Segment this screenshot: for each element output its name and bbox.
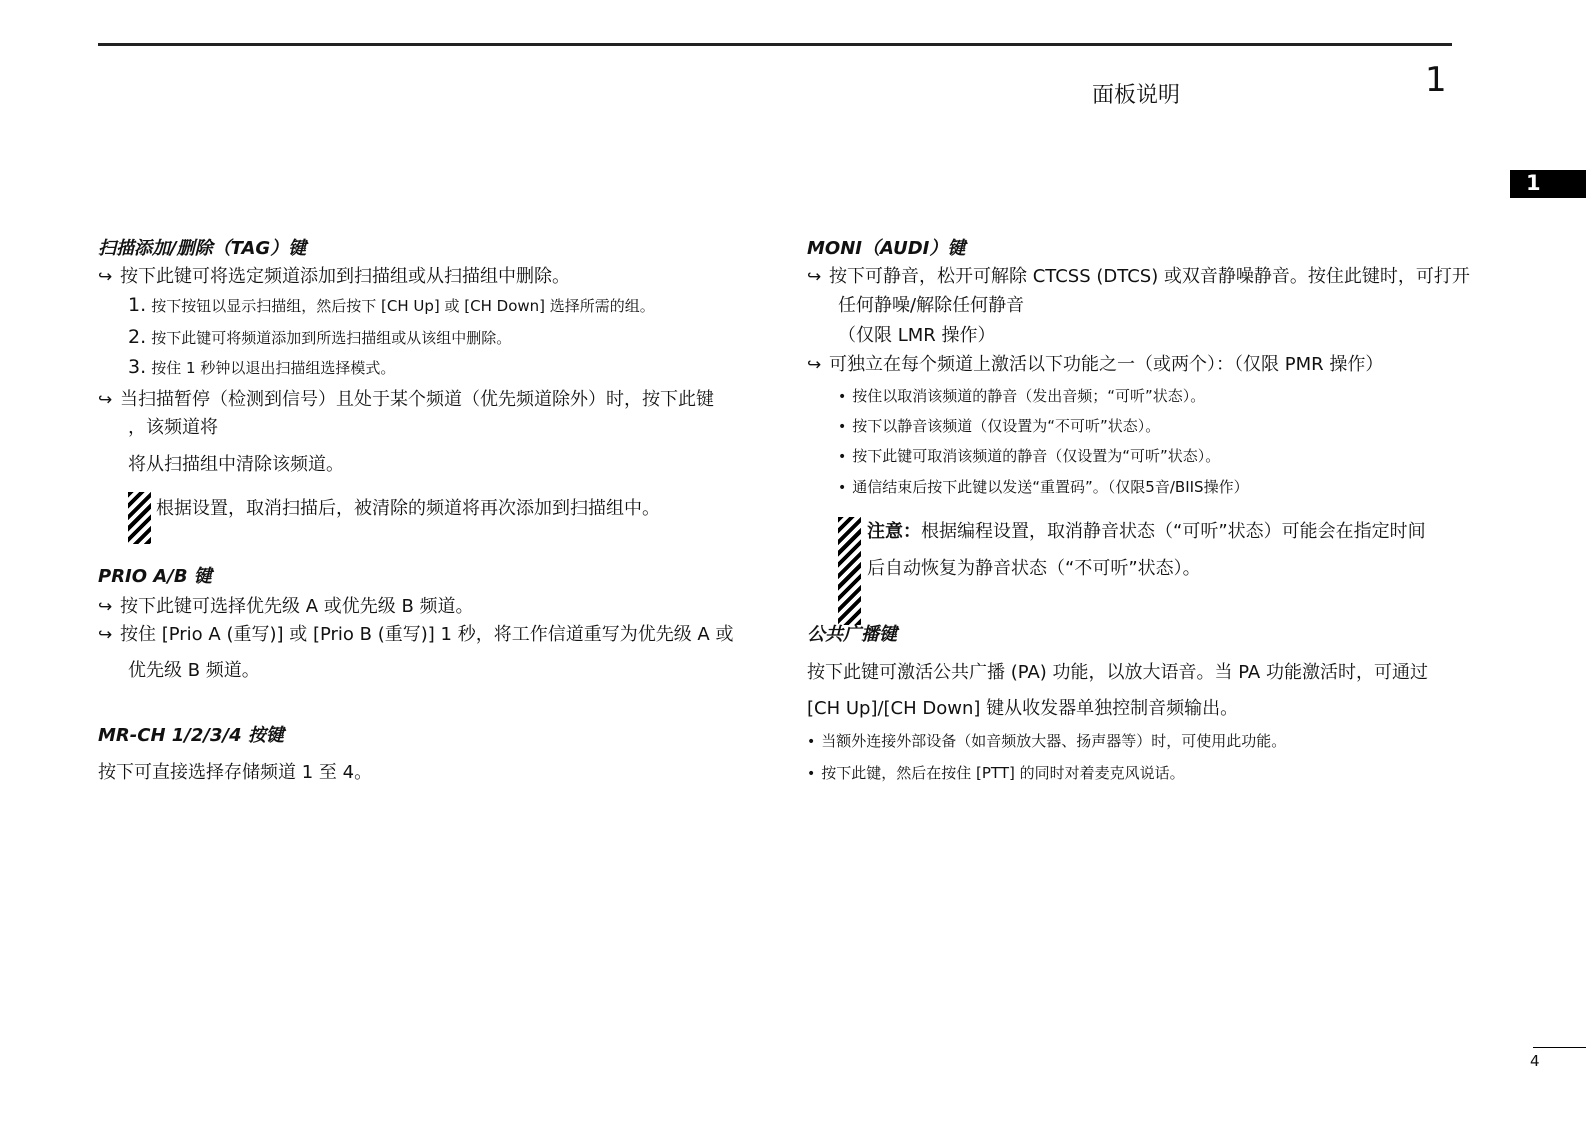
moni-note-line-2: 后自动恢复为静音状态（“不可听”状态）。 [867,558,1201,579]
note-hatch-icon [128,492,151,544]
prio-key-heading: PRIO A/B 键 [98,566,212,587]
note-label: 注意： [867,521,921,542]
chapter-side-tab [1510,170,1586,198]
tag-pause-line-2: ，该频道将 [128,417,218,438]
moni-note-line-1: 注意：根据编程设置，取消静音状态（“可听”状态）可能会在指定时间 [867,521,1426,542]
tag-pause-line-1: ↪ 当扫描暂停（检测到信号）且处于某个频道（优先频道除外）时，按下此键 [98,389,714,410]
tag-key-heading: 扫描添加/删除（TAG）键 [98,238,307,259]
section-title: 面板说明 [1092,83,1181,108]
moni-bullet-3: • 按下此键可取消该频道的静音（仅设置为“可听”状态）。 [838,447,1221,465]
tag-step-3: 3. 按住 1 秒钟以退出扫描组选择模式。 [128,356,396,378]
moni-line-2: 任何静噪/解除任何静音 [838,295,1025,316]
bullet-icon: • [838,419,847,435]
tag-note: 根据设置，取消扫描后，被清除的频道将再次添加到扫描组中。 [156,498,660,519]
side-tab-label: 1 [1526,171,1541,195]
prio-line-2: ↪ 按住 [Prio A (重写)] 或 [Prio B (重写)] 1 秒，将工作信道重写为优先级 A 或 [98,624,734,645]
arrow-icon: ↪ [98,597,113,617]
bullet-icon: • [838,480,847,496]
top-rule [98,43,1452,46]
moni-bullet-1: • 按住以取消该频道的静音（发出音频；“可听”状态）。 [838,387,1206,405]
pa-key-heading: 公共广播键 [807,624,897,645]
moni-bullet-4: • 通信结束后按下此键以发送“重置码”。（仅限5音/BIIS操作） [838,478,1249,496]
pa-bullet-2: • 按下此键，然后在按住 [PTT] 的同时对着麦克风说话。 [807,764,1185,782]
moni-key-heading: MONI（AUDI）键 [807,238,966,259]
mrch-key-heading: MR-CH 1/2/3/4 按键 [98,725,284,746]
tag-key-desc: ↪ 按下此键可将选定频道添加到扫描组或从扫描组中删除。 [98,266,570,287]
arrow-icon: ↪ [98,390,113,410]
tag-step-1: 1. 按下按钮以显示扫描组，然后按下 [CH Up] 或 [CH Down] 选择所需的组。 [128,294,655,316]
moni-bullet-2: • 按下以静音该频道（仅设置为“不可听”状态）。 [838,417,1161,435]
bullet-icon: • [838,389,847,405]
bullet-icon: • [807,766,816,782]
tag-step-2: 2. 按下此键可将频道添加到所选扫描组或从该组中删除。 [128,326,512,348]
mrch-desc: 按下可直接选择存储频道 1 至 4。 [98,762,373,783]
chapter-number: 1 [1425,60,1447,100]
tag-pause-line-3: 将从扫描组中清除该频道。 [128,454,344,475]
moni-line-3: （仅限 LMR 操作） [838,325,996,346]
prio-line-3: 优先级 B 频道。 [128,660,260,681]
moni-line-4: ↪ 可独立在每个频道上激活以下功能之一（或两个）：（仅限 PMR 操作） [807,354,1384,375]
arrow-icon: ↪ [98,625,113,645]
page-number: 4 [1530,1052,1540,1070]
prio-line-1: ↪ 按下此键可选择优先级 A 或优先级 B 频道。 [98,596,474,617]
pa-bullet-1: • 当额外连接外部设备（如音频放大器、扬声器等）时，可使用此功能。 [807,732,1287,750]
note-hatch-icon [838,517,861,625]
pa-line-1: 按下此键可激活公共广播 (PA) 功能，以放大语音。当 PA 功能激活时，可通过 [807,662,1428,683]
arrow-icon: ↪ [807,355,822,375]
bullet-icon: • [838,449,847,465]
page-number-rule [1533,1047,1586,1048]
pa-line-2: [CH Up]/[CH Down] 键从收发器单独控制音频输出。 [807,698,1239,719]
bullet-icon: • [807,734,816,750]
arrow-icon: ↪ [98,267,113,287]
moni-line-1: ↪ 按下可静音，松开可解除 CTCSS (DTCS) 或双音静噪静音。按住此键时，可打开 [807,266,1470,287]
arrow-icon: ↪ [807,267,822,287]
